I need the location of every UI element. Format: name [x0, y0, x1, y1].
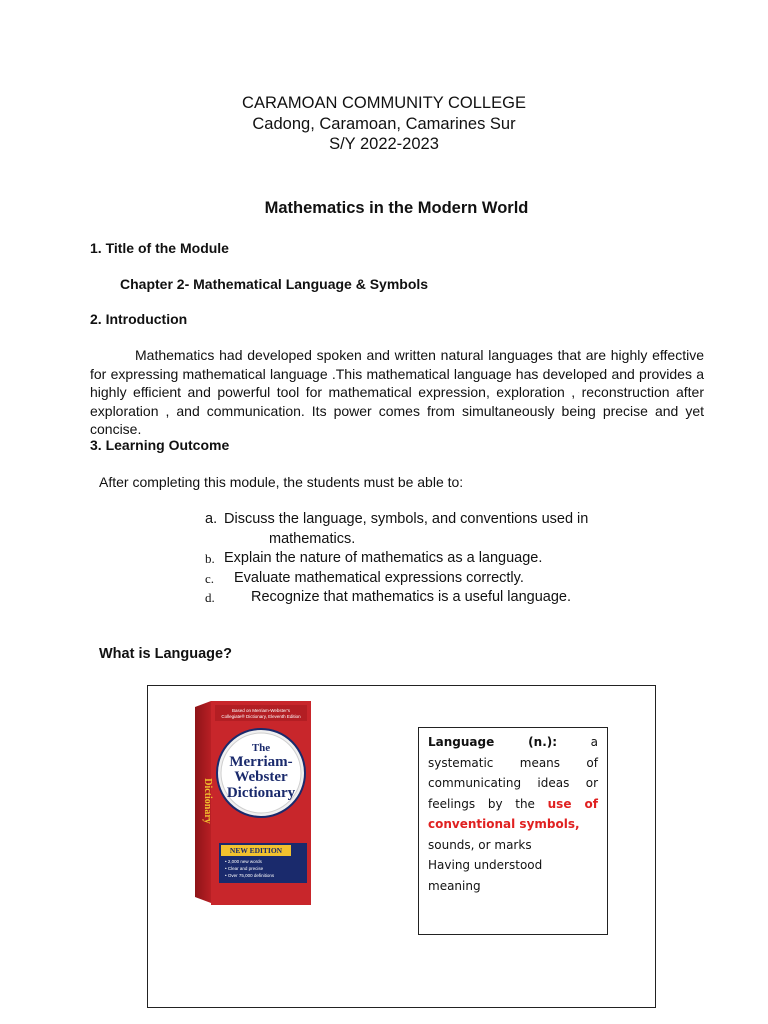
introduction-heading: 2. Introduction [90, 311, 188, 327]
outcome-letter: a. [205, 511, 218, 527]
outcome-text: Explain the nature of mathematics as a language. [224, 550, 543, 566]
language-definition-box [418, 727, 608, 935]
book-top-note-2: Collegiate® Dictionary, Eleventh Edition [221, 714, 301, 719]
book-title-1: The [251, 742, 271, 754]
course-title: Mathematics in the Modern World [264, 199, 529, 217]
outcome-item-d [205, 588, 669, 608]
outcome-text: Recognize that mathematics is a useful language. [251, 589, 571, 605]
college-name: CARAMOAN COMMUNITY COLLEGE [242, 94, 526, 112]
book-title-4: Dictionary [226, 785, 296, 801]
outcome-list [205, 510, 669, 608]
outcome-item-b [205, 549, 669, 569]
outcome-letter: c. [205, 570, 215, 586]
book-top-note-1: Based on Merriam-Webster's [231, 708, 291, 713]
module-title-heading: 1. Title of the Module [90, 240, 229, 256]
outcome-letter: d. [205, 590, 215, 605]
definition-line-3: Having understood meaning [428, 858, 543, 893]
outcome-text: Evaluate mathematical expressions correctly. [234, 569, 524, 586]
outcome-item-c [205, 569, 669, 589]
outcome-item-a [205, 510, 669, 530]
book-spine-title: Dictionary [202, 778, 213, 824]
learning-outcome-heading: 3. Learning Outcome [90, 437, 230, 453]
outcome-letter: b. [205, 551, 215, 566]
outcome-text: Discuss the language, symbols, and conventions used in [224, 511, 589, 527]
college-header [0, 93, 768, 155]
school-year: S/Y 2022-2023 [329, 135, 439, 153]
book-edition-label: NEW EDITION [229, 846, 283, 855]
introduction-paragraph: Mathematics had developed spoken and written natural languages that are highly effective for expressing mathematical language .This mathematical language has developed and provides a highly efficient and powerful tool for mathematical expression, exploration , reconstruction after exploration , and communication. Its power comes from simultaneously being precise and yet concise. [90, 347, 704, 438]
dictionary-book-image [195, 701, 311, 905]
college-address: Cadong, Caramoan, Camarines Sur [252, 114, 516, 133]
chapter-title: Chapter 2- Mathematical Language & Symbols [120, 276, 429, 292]
definition-line-2: sounds, or marks [428, 837, 532, 852]
outcome-item-a-continued [205, 530, 669, 550]
book-title-2: Merriam- [229, 754, 293, 770]
book-bullet-1: • 2,000 new words [225, 859, 262, 864]
definition-highlight: use of conventional symbols, [428, 796, 598, 831]
definition-text: a systematic means of communicating ideas or feelings by the [428, 735, 598, 811]
definition-term: Language (n.): [428, 735, 558, 749]
book-title-3: Webster [234, 769, 288, 785]
book-bullet-3: • Over 75,000 definitions [225, 873, 275, 878]
language-figure-box [147, 685, 656, 1008]
outcome-text: mathematics. [269, 530, 356, 547]
outcome-intro: After completing this module, the students must be able to: [99, 474, 464, 490]
what-is-language-heading: What is Language? [99, 646, 232, 662]
book-bullet-2: • Clear and precise [225, 866, 264, 871]
